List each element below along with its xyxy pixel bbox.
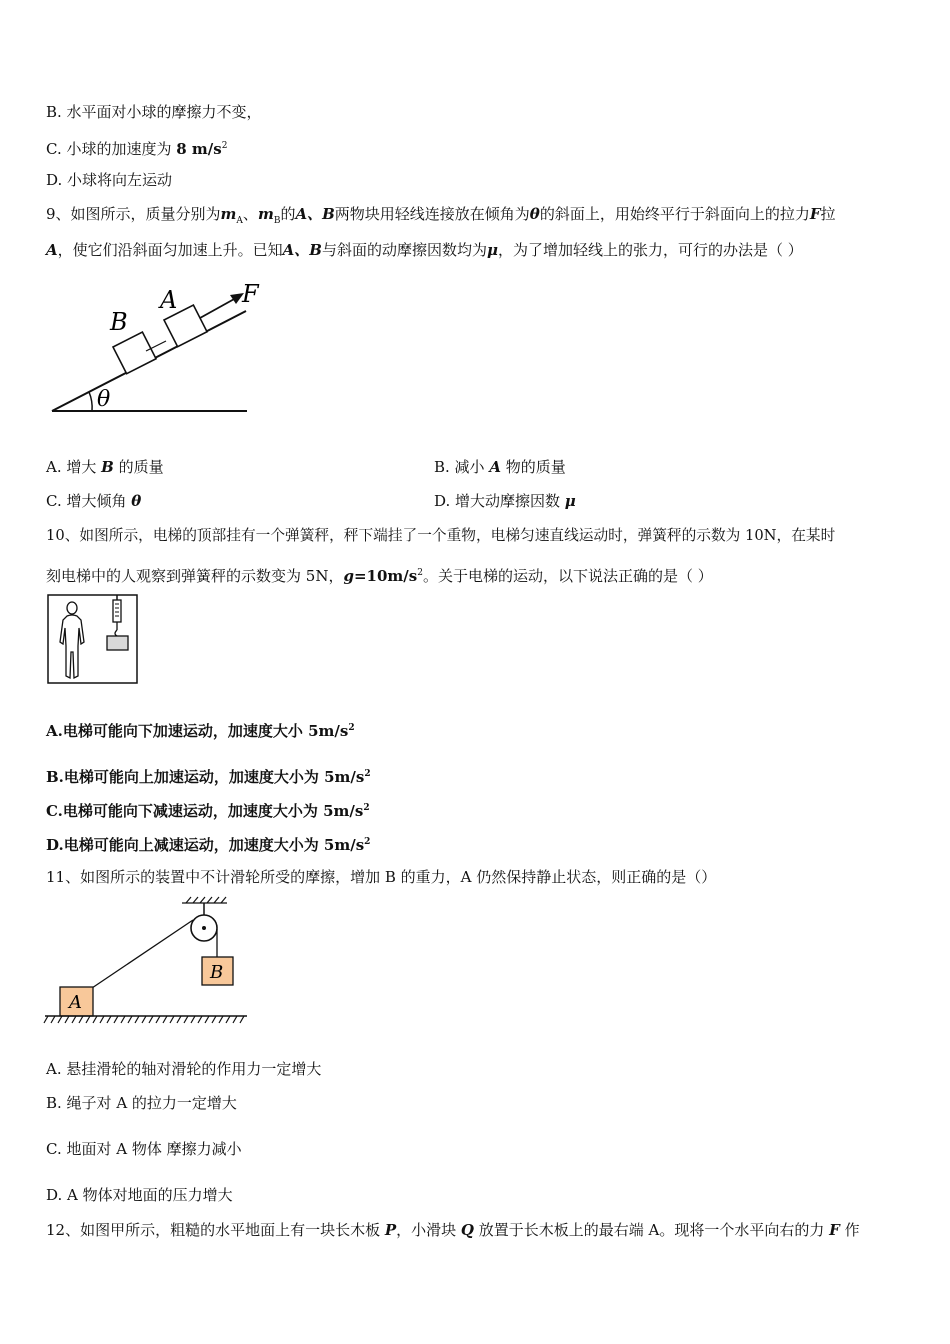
q12-stem-text: 12、如图甲所示，粗糙的水平地面上有一块长木板 [46,1221,385,1239]
q10-g-value: =10m/s [353,567,418,585]
q9-force-arrow-line [200,298,236,318]
q10-stem-text: 刻电梯中的人观察到弹簧秤的示数变为 5N， [46,567,344,585]
q9-mass-a-sub: A [236,216,243,226]
q10-option-d-text: D.电梯可能向上减速运动，加速度大小为 5m/s [46,836,365,854]
q9-stem-text: 9、如图所示，质量分别为 [46,205,221,223]
q12-block-q: Q [460,1221,474,1239]
q9-block-b [113,332,156,374]
q10-stem-line1: 10、如图所示，电梯的顶部挂有一个弹簧秤，秤下端挂了一个重物，电梯匀速直线运动时，弹簧秤的示数为 10N，在某时 [46,527,836,544]
q8-option-c [46,136,227,159]
q11-option-d: D. A 物体对地面的压力增大 [46,1186,233,1204]
q9-block-a: A [46,241,58,259]
q10-g: g [343,567,354,585]
q9-option-b [434,457,566,477]
q8-option-d: D. 小球将向左运动 [46,171,173,189]
q9-incline-figure [40,278,280,418]
q11-pulley-axle [202,926,206,930]
q10-option-c-text: C.电梯可能向下减速运动，加速度大小为 5m/s [46,802,364,820]
q9-option-a [46,457,164,477]
q9-stem-text: 的斜面上，用始终平行于斜面向上的拉力 [539,205,810,223]
q12-stem [46,1220,860,1240]
q9-option-d-var: μ [564,492,576,510]
q11-label-a: A [69,992,82,1013]
q9-mu: μ [487,241,498,259]
q8-option-b: B. 水平面对小球的摩擦力不变， [46,103,262,121]
q12-stem-text: 作 [839,1221,860,1239]
q10-option-a-exp: 2 [348,723,355,733]
q9-option-b-text: B. 减小 [434,458,490,476]
q11-option-a: A. 悬挂滑轮的轴对滑轮的作用力一定增大 [46,1060,322,1078]
q9-angle-arc [89,392,92,411]
q11-stem: 11、如图所示的装置中不计滑轮所受的摩擦，增加 B 的重力，A 仍然保持静止状态，则正确的是（） [46,868,717,886]
q9-sep: 、 [242,205,258,223]
q10-weight [107,636,128,650]
q11-option-c: C. 地面对 A 物体 摩擦力减小 [46,1140,242,1158]
q9-option-a-text: A. 增大 [46,458,102,476]
q11-ground [44,1016,247,1023]
q11-rope-to-a [92,920,193,988]
q10-elevator-figure [47,594,139,686]
q9-theta: θ [529,205,540,223]
q10-option-b-text: B.电梯可能向上加速运动，加速度大小为 5m/s [46,768,365,786]
q9-option-d-text: D. 增大动摩擦因数 [434,492,565,510]
q12-force: F [829,1221,840,1239]
q9-blocks-ab: A、B [282,241,322,259]
q9-stem-line2 [46,240,803,260]
q9-option-a-var: B [101,458,114,476]
q9-stem-text: 与斜面的动摩擦因数均为 [321,241,487,259]
q9-label-a: A [160,286,178,314]
q11-label-b: B [210,962,224,983]
q9-mass-b: m [257,205,274,223]
q9-mass-b-sub: B [273,216,281,226]
q9-stem-line1 [46,204,836,231]
q9-option-a-end: 的质量 [113,458,164,476]
q8-option-c-value: 8 m/s [176,140,222,158]
q9-force: F [809,205,821,223]
q10-option-c [46,798,370,821]
q10-option-d [46,832,370,855]
q9-blocks-ab: A、B [295,205,335,223]
q12-stem-text: ，小滑块 [396,1221,461,1239]
q9-theta-label: θ [97,387,111,412]
q9-stem-text: ，为了增加轻线上的张力，可行的办法是（ ） [497,241,803,259]
q10-option-a [46,718,355,741]
q10-option-c-exp: 2 [363,803,370,813]
q10-g-exponent: 2 [417,568,423,578]
q10-option-b [46,764,371,787]
q12-board-p: P [384,1221,397,1239]
q11-option-b: B. 绳子对 A 的拉力一定增大 [46,1094,237,1112]
q9-option-c-text: C. 增大倾角 [46,492,132,510]
q9-stem-text: 拉 [820,205,836,223]
q8-option-c-prefix: C. 小球的加速度为 [46,140,177,158]
q9-option-b-var: A [489,458,501,476]
q10-option-d-exp: 2 [364,837,371,847]
q9-stem-text: 的 [280,205,296,223]
q9-option-d [434,491,576,511]
q9-label-f: F [242,280,259,308]
q10-option-a-text: A.电梯可能向下加速运动，加速度大小 5m/s [46,722,349,740]
q8-option-c-exponent: 2 [221,141,228,151]
q9-option-c-var: θ [131,492,142,510]
q11-pulley-figure [40,895,255,1030]
q10-stem-line2 [46,563,713,586]
q9-mass-a: m [220,205,237,223]
q9-option-b-end: 物的质量 [500,458,566,476]
q12-stem-text: 放置于长木板上的最右端 A。现将一个水平向右的力 [474,1221,830,1239]
q11-ceiling [182,897,227,903]
q9-stem-text: 两物块用轻线连接放在倾角为 [334,205,530,223]
q9-label-b: B [110,308,128,336]
q10-option-b-exp: 2 [364,769,371,779]
q9-stem-text: ，使它们沿斜面匀加速上升。已知 [57,241,283,259]
q9-option-c [46,491,141,511]
q10-stem-text: 。关于电梯的运动，以下说法正确的是（ ） [422,567,713,585]
